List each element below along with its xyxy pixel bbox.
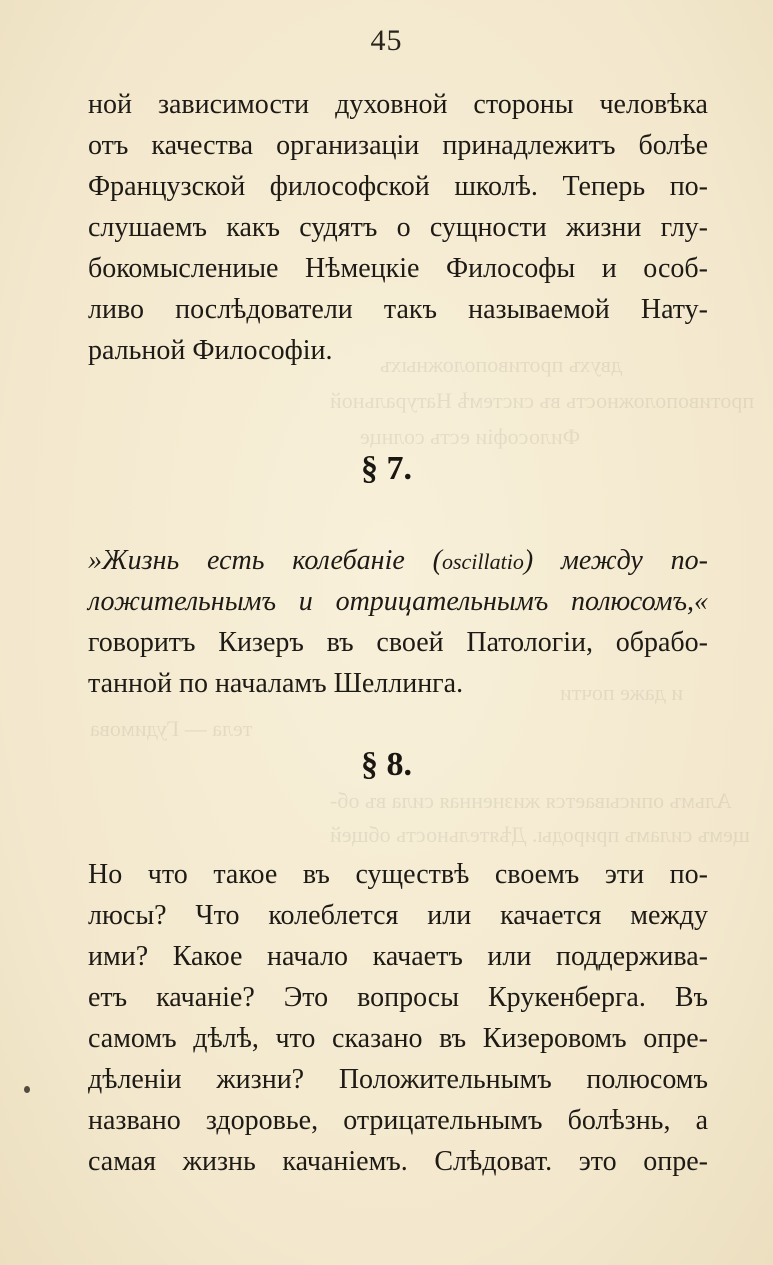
page-number: 45: [370, 24, 403, 57]
text-line: Но что такое въ существѣ своемъ эти по-: [88, 859, 708, 890]
text-line: названо здоровье, отрицательнымъ болѣзнь, а: [88, 1105, 708, 1136]
text-line: дѣленіи жизни? Положительнымъ полюсомъ: [88, 1064, 708, 1095]
text-line: етъ качаніе? Это вопросы Крукенберга. Въ: [88, 982, 708, 1013]
text-line: отъ качества организаціи принадлежитъ болѣе: [88, 130, 708, 161]
show-through-text: Философіи есть солнце: [360, 424, 581, 449]
show-through-text: двухъ противоположныхъ: [380, 352, 623, 377]
text-line: ной зависимости духовной стороны человѣка: [88, 89, 708, 120]
text-line: люсы? Что колеблется или качается между: [88, 900, 708, 931]
text-line: ральной Философіи.: [88, 335, 333, 366]
section-heading-8: § 8.: [361, 746, 412, 783]
show-through-text: противоположность въ системѣ Натуральной: [330, 388, 755, 413]
show-through-text: щемъ силамъ природы. Дѣятельность общей: [330, 822, 750, 847]
show-through-text: и даже почти: [560, 680, 684, 705]
quote-line: [88, 543, 708, 583]
text-line: говоритъ Кизеръ въ своей Патологіи, обрабо-: [88, 627, 708, 658]
text-line: бокомыслениые Нѣмецкіе Философы и особ-: [88, 253, 708, 284]
text-line: танной по началамъ Шеллинга.: [88, 668, 464, 699]
text-line: самомъ дѣлѣ, что сказано въ Кизеровомъ опре-: [88, 1023, 708, 1054]
text-line: ими? Какое начало качаетъ или поддержива-: [88, 941, 708, 972]
text-line: слушаемъ какъ судятъ о сущности жизни глу-: [88, 212, 708, 243]
show-through-text: Альмъ описывается жизненная сила въ об-: [330, 788, 732, 813]
quote-line: ложительнымъ и отрицательнымъ полюсомъ,«: [88, 586, 708, 617]
quote-text: »Жизнь есть колебаніе (: [88, 545, 442, 576]
show-through-text: тела — Гудимова: [90, 716, 253, 741]
latin-term: oscillatio: [441, 549, 524, 574]
text-line: ливо послѣдователи такъ называемой Нату-: [88, 294, 708, 325]
section-heading-7: § 7.: [361, 450, 412, 487]
text-line: самая жизнь качаніемъ. Слѣдоват. это опре-: [88, 1146, 708, 1177]
text-line: Французской философской школѣ. Теперь по-: [88, 171, 708, 202]
ink-speck: [24, 1086, 30, 1093]
quote-text: ) между по-: [523, 545, 708, 576]
